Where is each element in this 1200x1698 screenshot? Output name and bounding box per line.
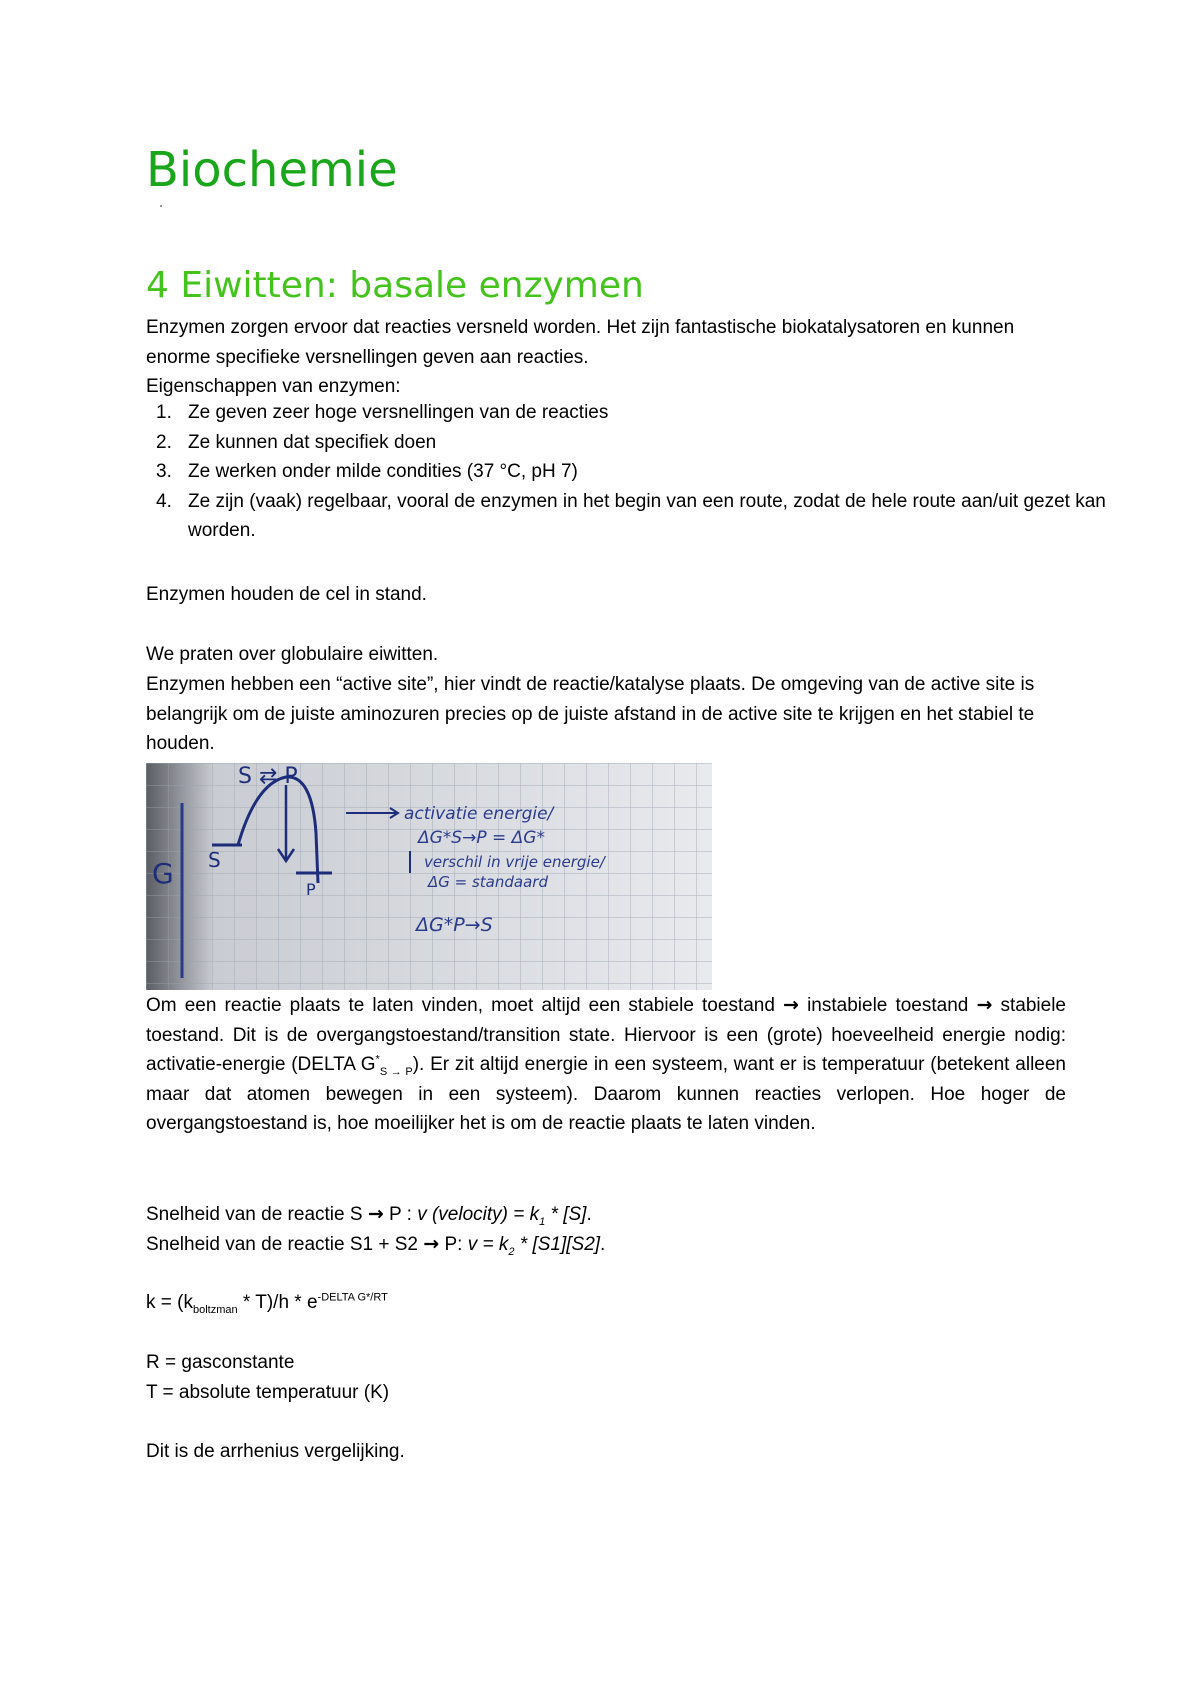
note-reverse: ΔG*P→S: [416, 914, 493, 936]
text-run: ). Er zit altijd energie in een systeem, want er is temperatuur (betekent alleen maar dat atomen bewegen in een systeem). Daarom kunnen reacties verlopen. Hoe hoger de overgangstoestand is, hoe moeilijker het is om de reactie plaats te laten vinden.: [146, 1054, 1066, 1134]
label-s: S: [208, 848, 221, 872]
subscript: 2: [508, 1245, 515, 1258]
globular-paragraph: We praten over globulaire eiwitten.: [146, 644, 439, 665]
arrow-icon: →: [367, 1203, 384, 1225]
label-p: P: [306, 880, 316, 899]
text-run: * T)/h * e: [237, 1292, 318, 1313]
arrow-icon: →: [976, 994, 993, 1016]
arrhenius-formula: [146, 1288, 1066, 1318]
intro-paragraph: Enzymen zorgen ervoor dat reacties versneld worden. Het zijn fantastische biokatalysatoren en kunnen enorme specifieke versnellingen geven aan reacties.: [146, 317, 1015, 368]
rate-line-2: [146, 1230, 1066, 1260]
transition-paragraph: [146, 991, 1066, 1139]
definition-t: T = absolute temperatuur (K): [146, 1382, 390, 1403]
text-run: * [S1][S2]: [514, 1234, 601, 1255]
text-run: v (velocity) = k: [417, 1204, 540, 1225]
text-run: v = k: [467, 1234, 509, 1255]
handwritten-energy-diagram: [146, 763, 712, 990]
axis-label-g: G: [152, 857, 174, 890]
text-run: .: [586, 1204, 592, 1225]
text-run: Snelheid van de reactie S: [146, 1204, 363, 1225]
arrow-icon: →: [423, 1233, 440, 1255]
note-activation-formula: ΔG*S→P = ΔG*: [418, 828, 545, 848]
note-activation: activatie energie/: [404, 804, 554, 824]
definition-r: R = gasconstante: [146, 1352, 295, 1373]
list-item: Ze kunnen dat specifiek doen: [188, 431, 437, 453]
section-heading: 4 Eiwitten: basale enzymen: [146, 265, 644, 306]
text-run: P :: [389, 1204, 418, 1225]
arrhenius-note: Dit is de arrhenius vergelijking.: [146, 1441, 405, 1462]
subscript: boltzman: [192, 1303, 238, 1316]
energy-diagram-photo: [146, 763, 712, 990]
text-run: * [S]: [545, 1204, 587, 1225]
list-item: Ze geven zeer hoge versnellingen van de reacties: [188, 402, 609, 423]
properties-list: [146, 398, 1108, 546]
arrow-icon: →: [783, 994, 799, 1016]
text-run: .: [600, 1234, 606, 1255]
note-standard: ΔG = standaard: [428, 873, 548, 891]
superscript: -DELTA G*/RT: [317, 1291, 388, 1304]
properties-label: Eigenschappen van enzymen:: [146, 376, 401, 397]
list-item: Ze werken onder milde condities (37 °C, pH 7): [188, 461, 578, 482]
active-site-paragraph: Enzymen hebben een “active site”, hier vindt de reactie/katalyse plaats. De omgeving van de active site is belangrijk om de juiste aminozuren precies op de juiste afstand in de active site te krijgen en het stabiel te houden.: [146, 674, 1035, 754]
decorative-dot: [160, 205, 162, 207]
rate-line-1: [146, 1200, 1066, 1230]
text-run: instabiele toestand: [807, 995, 969, 1016]
text-run: Snelheid van de reactie S1 + S2: [146, 1234, 418, 1255]
text-run: Om een reactie plaats te laten vinden, moet altijd een stabiele toestand: [146, 995, 775, 1016]
superscript: *: [375, 1053, 380, 1066]
label-s-p: S ⇄ P: [238, 764, 298, 789]
text-run: stabiele toestand. Dit is de overgangstoestand/transition state. Hiervoor is een (grote) hoeveelheid energie nodig: activatie-energie (DELTA G: [146, 995, 1066, 1075]
subscript: 1: [539, 1215, 546, 1228]
document-title: Biochemie: [146, 142, 398, 198]
text-run: k = (k: [146, 1292, 193, 1313]
list-item: Ze zijn (vaak) regelbaar, vooral de enzymen in het begin van een route, zodat de hele route aan/uit gezet kan worden.: [188, 490, 1106, 541]
note-free-energy: verschil in vrije energie/: [424, 853, 605, 871]
cell-paragraph: Enzymen houden de cel in stand.: [146, 584, 427, 605]
text-run: P:: [444, 1234, 468, 1255]
subscript: S → P: [379, 1065, 413, 1078]
